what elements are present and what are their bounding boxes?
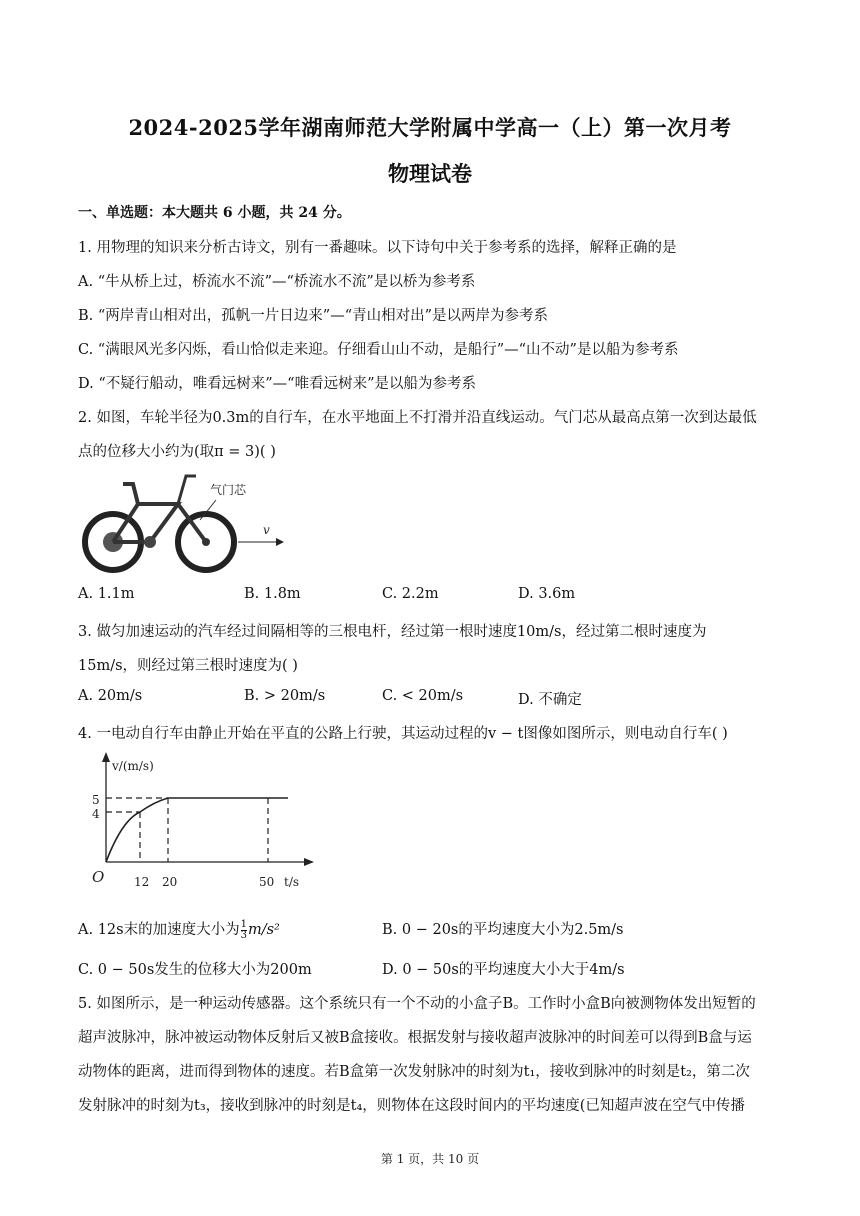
q5-line1: 5. 如图所示，是一种运动传感器。这个系统只有一个不动的小盒子B。工作时小盒B向被测物体发出短暂的: [78, 996, 756, 1012]
q3-option-d: D. 不确定: [518, 692, 582, 708]
q1-option-c: C. “满眼风光多闪烁，看山恰似走来迎。仔细看山山不动，是船行”—“山不动”是以船为参考系: [78, 342, 679, 358]
vt-graph: [82, 752, 314, 892]
q2-option-c: C. 2.2m: [382, 586, 439, 602]
q3-stem-line1: 3. 做匀加速运动的汽车经过间隔相等的三根电杆，经过第一根时速度10m/s，经过第二根时速度为: [78, 624, 707, 640]
q2-option-b: B. 1.8m: [244, 586, 301, 602]
q3-option-b: B. > 20m/s: [244, 688, 326, 704]
x-axis-label: t/s: [284, 875, 300, 889]
q5-line4: 发射脉冲的时刻为t₃，接收到脉冲的时刻是t₄，则物体在这段时间内的平均速度(已知超声波在空气中传播: [78, 1098, 745, 1114]
exam-title: 2024-2025学年湖南师范大学附属中学高一（上）第一次月考: [128, 115, 732, 140]
q5-line3: 动物体的距离，进而得到物体的速度。若B盒第一次发射脉冲的时刻为t₁，接收到脉冲的时刻是t₂，第二次: [78, 1064, 750, 1080]
valve-label: 气门芯: [210, 483, 247, 497]
q4-stem: 4. 一电动自行车由静止开始在平直的公路上行驶，其运动过程的v − t图像如图所示，则电动自行车( ): [78, 726, 728, 742]
q2-option-a: A. 1.1m: [78, 586, 135, 602]
q4-option-c: C. 0 − 50s发生的位移大小为200m: [78, 962, 312, 978]
origin-label: O: [92, 868, 105, 886]
q5-line2: 超声波脉冲，脉冲被运动物体反射后又被B盒接收。根据发射与接收超声波脉冲的时间差可以得到B盒与运: [78, 1030, 752, 1046]
q3-option-c: C. < 20m/s: [382, 688, 464, 704]
q3-option-a: A. 20m/s: [78, 688, 143, 704]
q1-stem: 1. 用物理的知识来分析古诗文，别有一番趣味。以下诗句中关于参考系的选择，解释正确的是: [78, 240, 677, 256]
exam-subtitle: 物理试卷: [388, 161, 472, 186]
x-tick-12: 12: [134, 875, 150, 889]
y-tick-5: 5: [92, 793, 100, 807]
q4-option-b: B. 0 − 20s的平均速度大小为2.5m/s: [382, 922, 624, 938]
q2-stem-line1: 2. 如图，车轮半径为0.3m的自行车，在水平地面上不打滑并沿直线运动。气门芯从最高点第一次到达最低: [78, 410, 757, 426]
velocity-curve: [106, 798, 288, 862]
velocity-label: v: [263, 523, 270, 537]
q1-option-d: D. “不疑行船动，唯看远树来”—“唯看远树来”是以船为参考系: [78, 376, 476, 392]
y-axis-label: v/(m/s): [112, 759, 154, 773]
q4-option-a: A. 12s末的加速度大小为 $\frac{1}{3}$ m/s²: [78, 918, 280, 941]
q3-stem-line2: 15m/s，则经过第三根时速度为( ): [78, 658, 298, 674]
bicycle-figure: [78, 470, 288, 576]
x-tick-20: 20: [162, 875, 178, 889]
x-tick-50: 50: [259, 875, 275, 889]
page-footer: 第 1 页，共 10 页: [380, 1152, 480, 1166]
section-heading: 一、单选题：本大题共 6 小题，共 24 分。: [78, 205, 351, 221]
y-tick-4: 4: [92, 807, 100, 821]
q2-option-d: D. 3.6m: [518, 586, 576, 602]
q1-option-a: A. “牛从桥上过，桥流水不流”—“桥流水不流”是以桥为参考系: [78, 274, 476, 290]
q1-option-b: B. “两岸青山相对出，孤帆一片日边来”—“青山相对出”是以两岸为参考系: [78, 308, 549, 324]
q4-option-d: D. 0 − 50s的平均速度大小大于4m/s: [382, 962, 625, 978]
q2-stem-line2: 点的位移大小约为(取π = 3)( ): [78, 444, 276, 460]
